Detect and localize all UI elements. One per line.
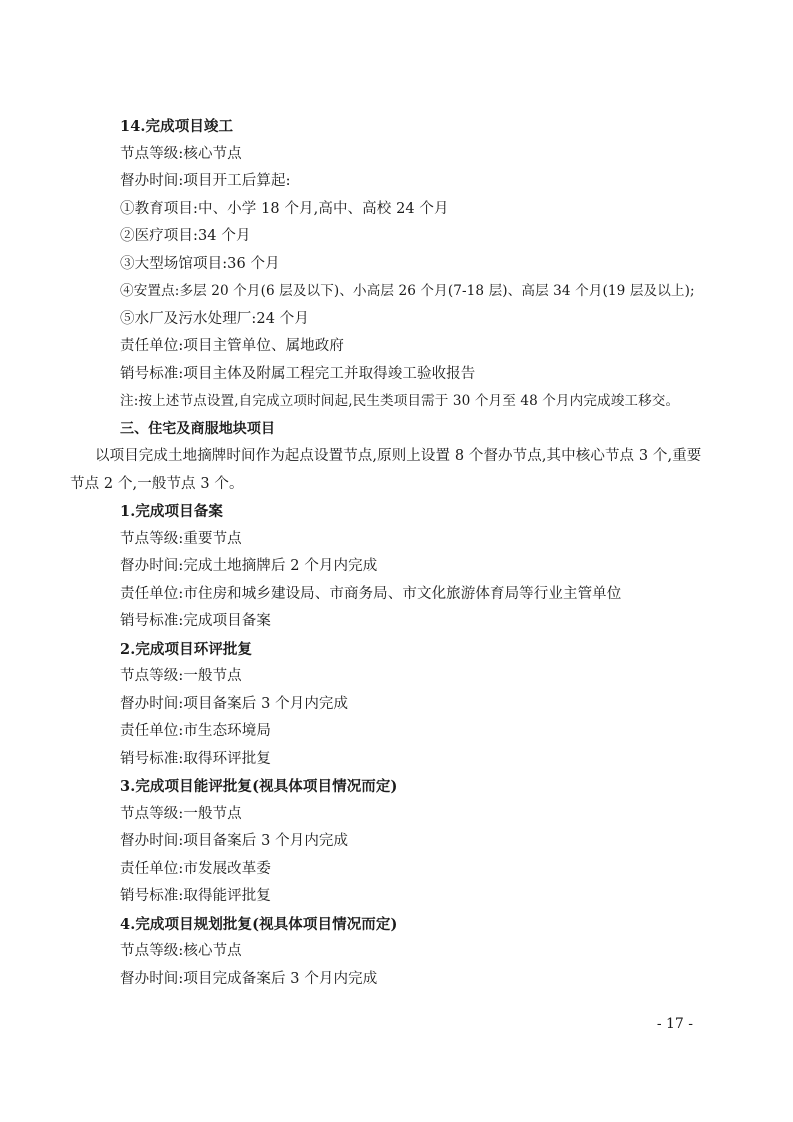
- heading-completion: 14.完成项目竣工: [120, 118, 234, 135]
- text-line: 责任单位:市生态环境局: [120, 723, 271, 739]
- text-line: ②医疗项目:34 个月: [120, 228, 251, 244]
- text-line: 销号标准:取得能评批复: [120, 888, 271, 904]
- paragraph: 以项目完成土地摘牌时间作为起点设置节点,原则上设置 8 个督办节点,其中核心节点 3 个,重要节点 2 个,一般节点 3 个。: [70, 448, 702, 492]
- heading-filing: 1.完成项目备案: [120, 503, 223, 520]
- text-line: 节点等级:核心节点: [120, 145, 242, 162]
- text-line: 销号标准:取得环评批复: [120, 750, 271, 767]
- section-heading: 三、住宅及商服地块项目: [120, 420, 276, 437]
- text-line: 督办时间:项目开工后算起:: [120, 173, 291, 189]
- text-line: 节点等级:一般节点: [120, 805, 242, 822]
- text-line: ⑤水厂及污水处理厂:24 个月: [120, 310, 309, 327]
- text-line: ③大型场馆项目:36 个月: [120, 255, 280, 272]
- text-line: 销号标准:完成项目备案: [120, 613, 271, 629]
- text-line: 督办时间:项目完成备案后 3 个月内完成: [120, 970, 378, 987]
- text-line: 督办时间:项目备案后 3 个月内完成: [120, 695, 349, 712]
- text-line: 责任单位:市住房和城乡建设局、市商务局、市文化旅游体育局等行业主管单位: [120, 585, 622, 602]
- text-line: 节点等级:一般节点: [120, 668, 242, 684]
- note-line: 注:按上述节点设置,自完成立项时间起,民生类项目需于 30 个月至 48 个月内完成竣工移交。: [120, 393, 680, 409]
- text-line: ①教育项目:中、小学 18 个月,高中、高校 24 个月: [120, 200, 449, 217]
- heading-planning: 4.完成项目规划批复(视具体项目情况而定): [120, 915, 398, 933]
- text-line: 督办时间:项目备案后 3 个月内完成: [120, 833, 349, 849]
- document-body: [70, 113, 705, 993]
- text-line: ④安置点:多层 20 个月(6 层及以下)、小高层 26 个月(7-18 层)、高层 34 个月(19 层及以上);: [120, 283, 695, 299]
- page-number: - 17 -: [656, 1016, 693, 1032]
- text-line: 责任单位:市发展改革委: [120, 860, 271, 877]
- heading-energy: 3.完成项目能评批复(视具体项目情况而定): [120, 778, 398, 795]
- text-line: 节点等级:重要节点: [120, 530, 242, 547]
- heading-eia: 2.完成项目环评批复: [120, 640, 253, 658]
- text-line: 销号标准:项目主体及附属工程完工并取得竣工验收报告: [120, 365, 476, 382]
- text-line: 督办时间:完成土地摘牌后 2 个月内完成: [120, 558, 378, 574]
- text-line: 责任单位:项目主管单位、属地政府: [120, 338, 344, 354]
- text-line: 节点等级:核心节点: [120, 943, 242, 959]
